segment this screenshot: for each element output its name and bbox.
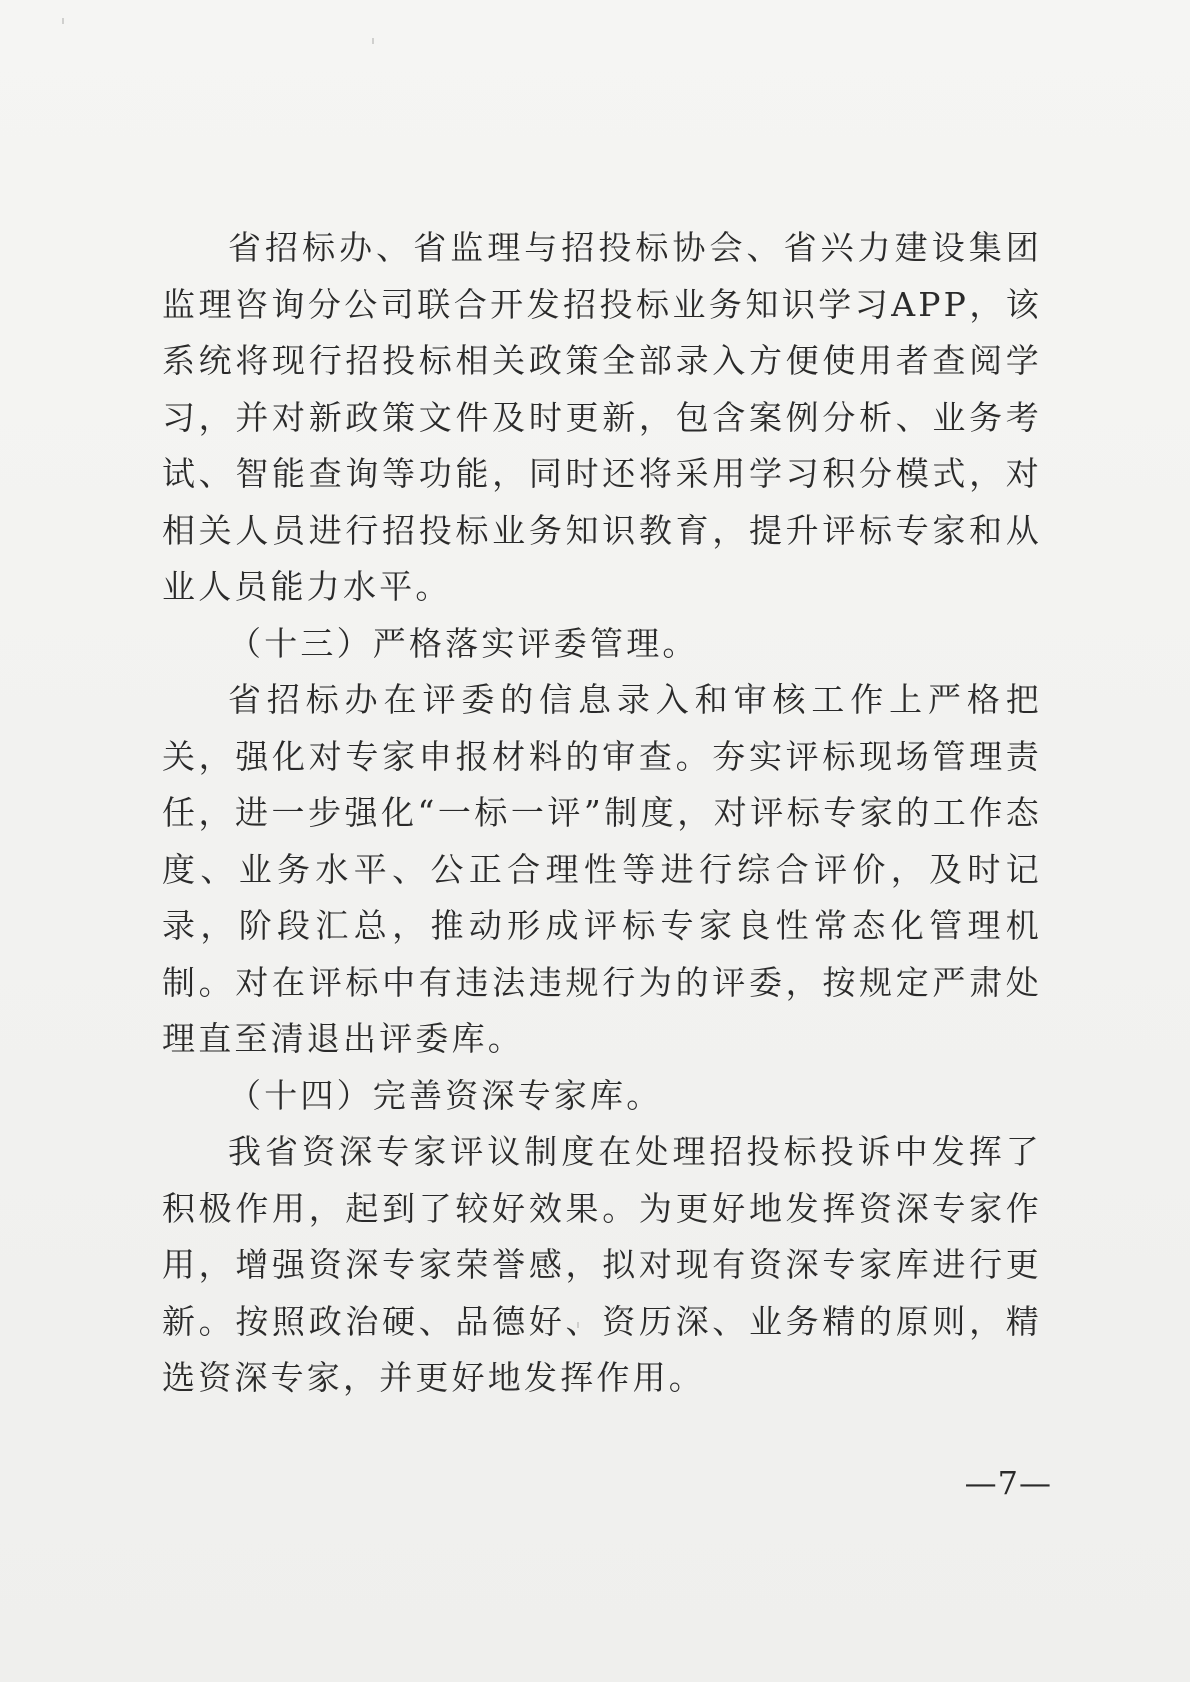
section-heading-13: （十三）严格落实评委管理。 [228, 623, 699, 663]
scan-speck [62, 18, 64, 24]
section-heading-14: （十四）完善资深专家库。 [228, 1075, 663, 1115]
document-body [162, 220, 1042, 1407]
paragraph-senior-experts: 我省资深专家评议制度在处理招投标投诉中发挥了积极作用，起到了较好效果。为更好地发挥资深专家作用，增强资深专家荣誉感，拟对现有资深专家库进行更新。按照政治硬、品德好、资历深、业务精的原则，精选资深专家，并更好地发挥作用。 [162, 1132, 1042, 1397]
paragraph-judge-management: 省招标办在评委的信息录入和审核工作上严格把关，强化对专家申报材料的审查。夯实评标现场管理责任，进一步强化“一标一评”制度，对评标专家的工作态度、业务水平、公正合理性等进行综合评价，及时记录，阶段汇总，推动形成评标专家良性常态化管理机制。对在评标中有违法违规行为的评委，按规定严肃处理直至清退出评委库。 [162, 680, 1042, 1058]
scan-speck [372, 38, 374, 44]
paragraph-app-development: 省招标办、省监理与招投标协会、省兴力建设集团监理咨询分公司联合开发招投标业务知识学习APP，该系统将现行招投标相关政策全部录入方便使用者查阅学习，并对新政策文件及时更新，包含案例分析、业务考试、智能查询等功能，同时还将采用学习积分模式，对相关人员进行招投标业务知识教育，提升评标专家和从业人员能力水平。 [162, 228, 1042, 606]
page-number: —7— [964, 1464, 1052, 1502]
